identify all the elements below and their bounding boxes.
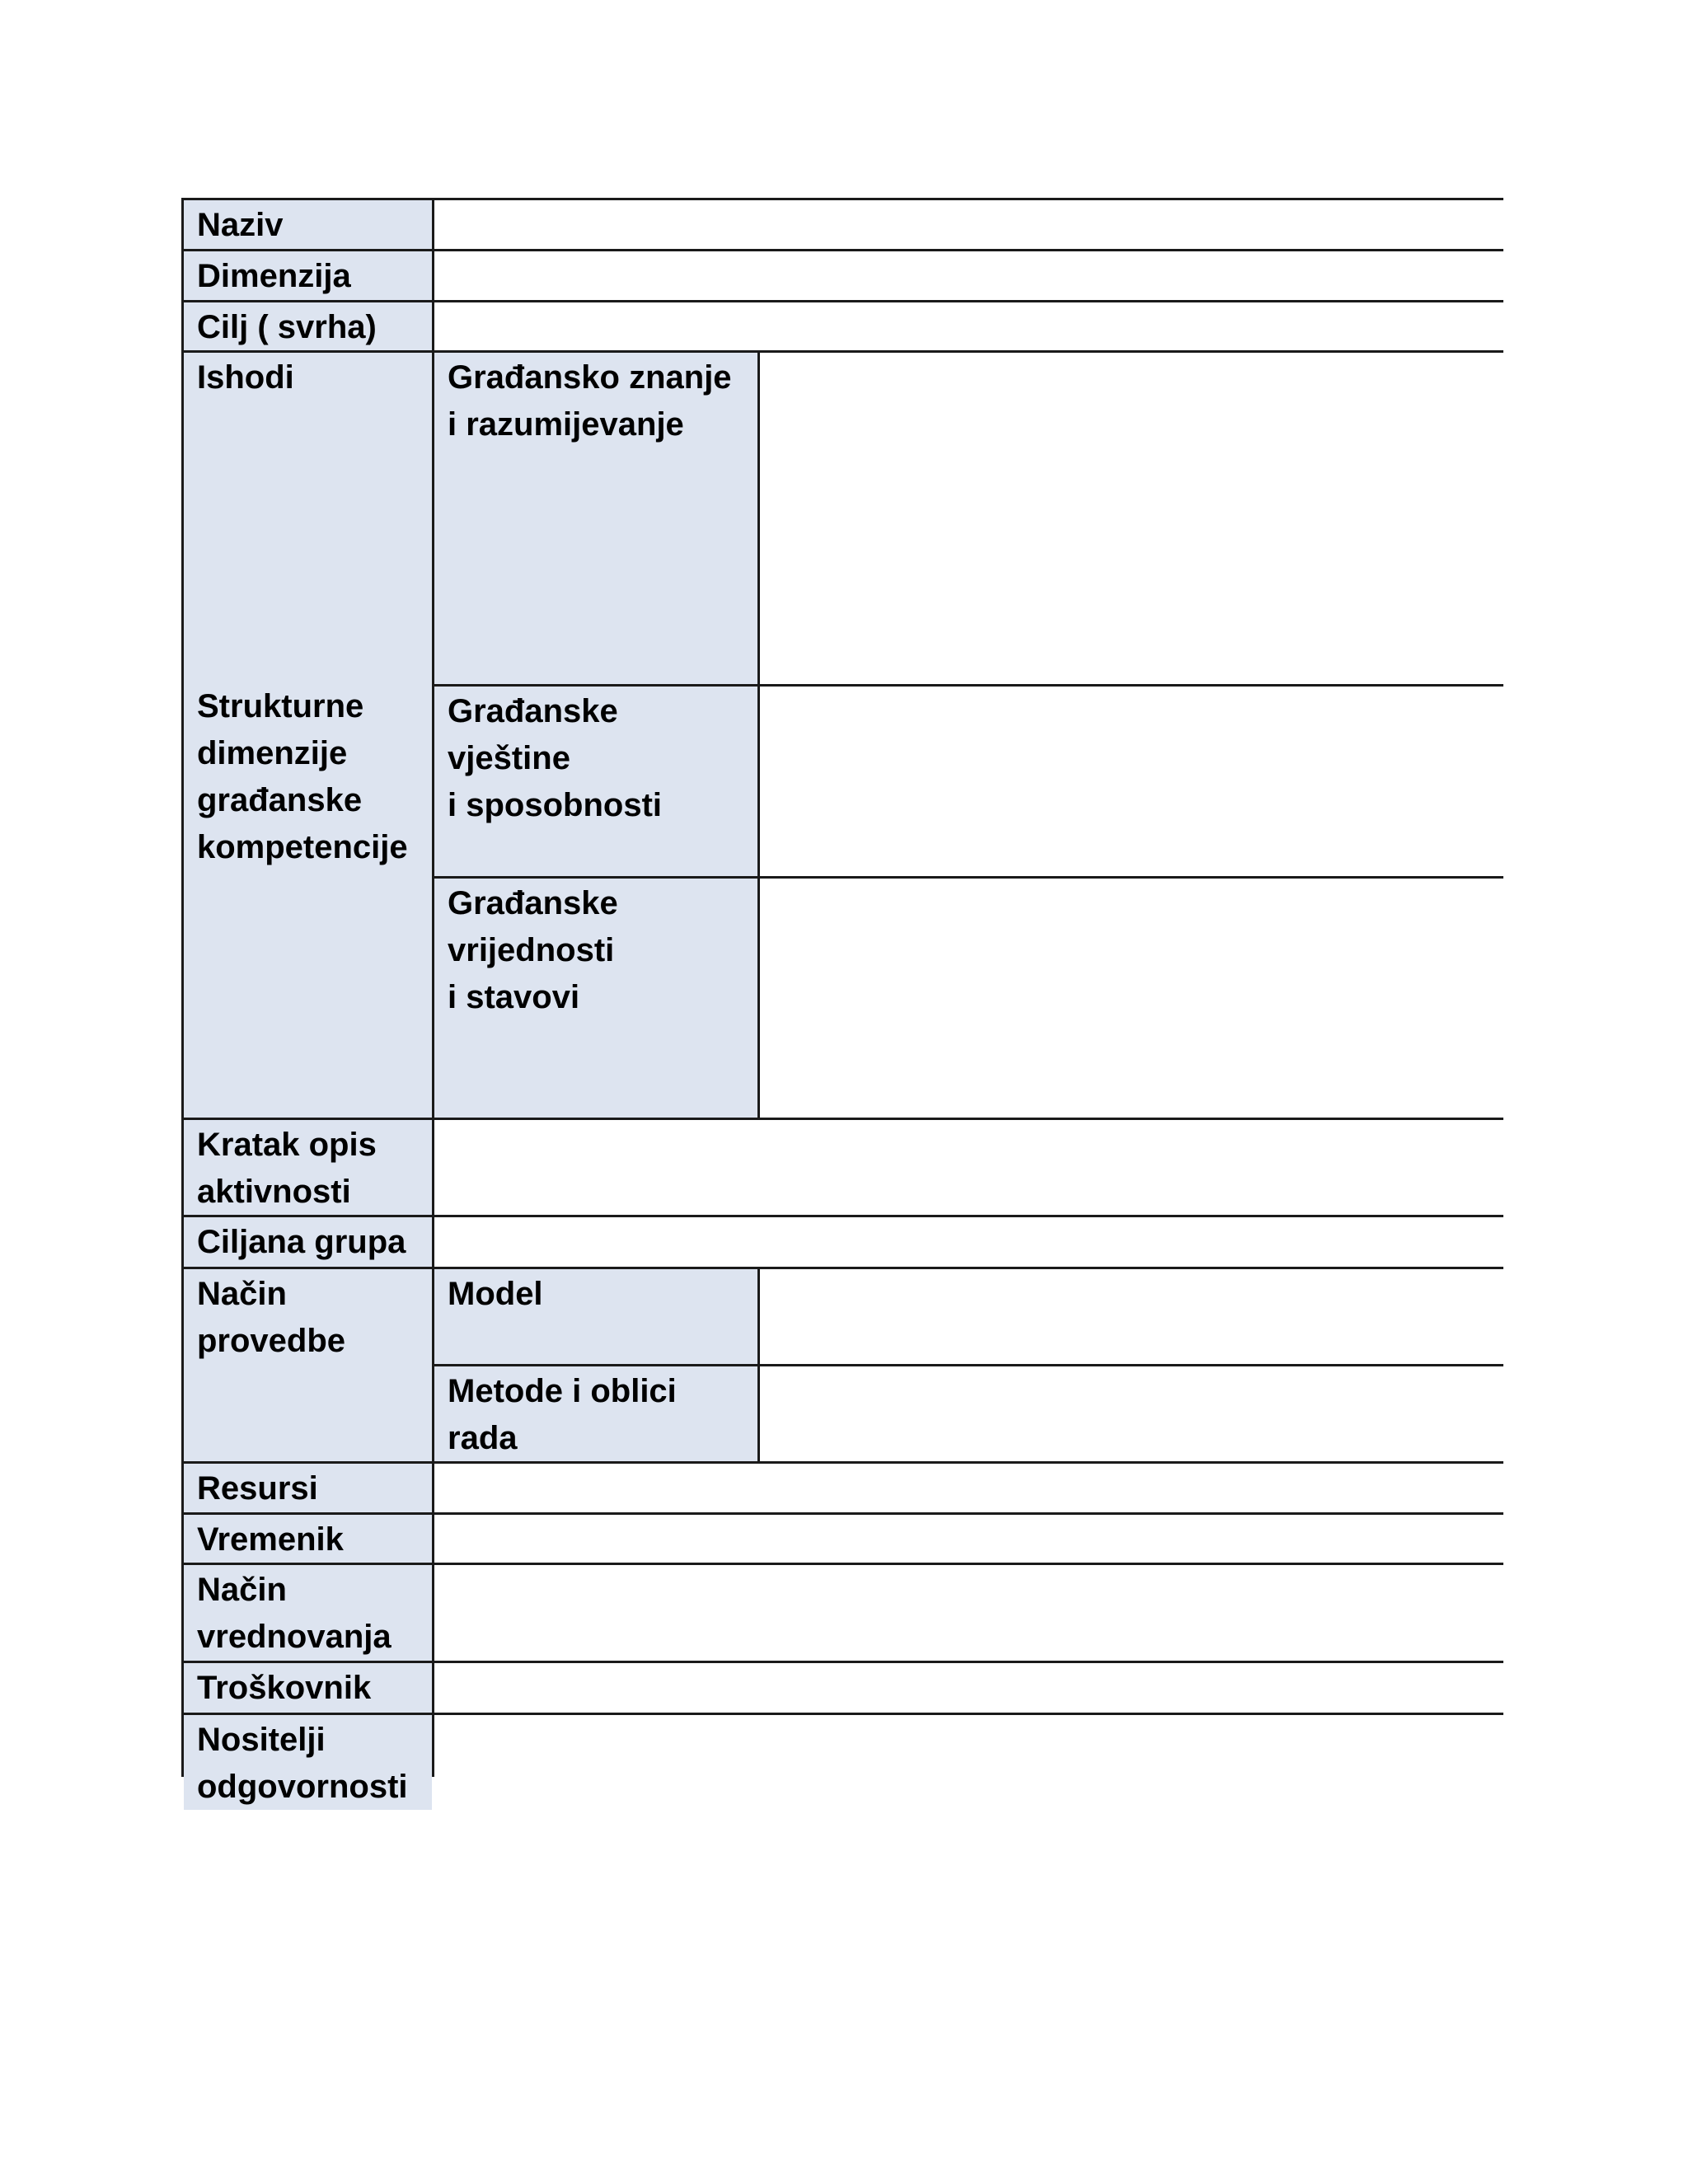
field-ciljana-grupa[interactable] — [434, 1217, 1511, 1267]
label-vremenik: Vremenik — [184, 1515, 432, 1563]
label-nacin-provedbe: Način provedbe — [184, 1269, 432, 1461]
field-gradanske-vjestine[interactable] — [760, 687, 1511, 876]
label-cilj: Cilj ( svrha) — [184, 302, 432, 350]
activity-form-table — [181, 198, 1503, 1805]
label-gradansko-znanje: Građansko znanje i razumijevanje — [434, 353, 757, 684]
label-kratak-opis: Kratak opis aktivnosti — [184, 1120, 432, 1215]
field-nositelji-odgovornosti[interactable] — [434, 1715, 1511, 1810]
field-troskovnik[interactable] — [434, 1663, 1511, 1713]
field-gradanske-vrijednosti[interactable] — [760, 879, 1511, 1118]
label-nositelji-odgovornosti: Nositelji odgovornosti — [184, 1715, 432, 1810]
label-naziv: Naziv — [184, 200, 432, 249]
field-kratak-opis[interactable] — [434, 1120, 1511, 1215]
field-naziv[interactable] — [434, 200, 1511, 249]
label-gradanske-vjestine: Građanske vještine i sposobnosti — [434, 687, 757, 876]
label-ishodi-group — [184, 353, 432, 1118]
label-ishodi: Ishodi — [197, 359, 294, 396]
field-model[interactable] — [760, 1269, 1511, 1364]
label-strukturne-dimenzije: Strukturne dimenzije građanske kompetencije — [197, 688, 408, 865]
field-metode-oblici-rada[interactable] — [760, 1366, 1511, 1461]
label-ciljana-grupa: Ciljana grupa — [184, 1217, 432, 1267]
label-model: Model — [434, 1269, 757, 1364]
label-resursi: Resursi — [184, 1464, 432, 1512]
field-gradansko-znanje[interactable] — [760, 353, 1511, 684]
label-gradanske-vrijednosti: Građanske vrijednosti i stavovi — [434, 879, 757, 1118]
label-nacin-vrednovanja: Način vrednovanja — [184, 1565, 432, 1661]
field-cilj[interactable] — [434, 302, 1511, 350]
label-metode-oblici-rada: Metode i oblici rada — [434, 1366, 757, 1461]
field-nacin-vrednovanja[interactable] — [434, 1565, 1511, 1661]
label-troskovnik: Troškovnik — [184, 1663, 432, 1713]
field-dimenzija[interactable] — [434, 251, 1511, 300]
field-resursi[interactable] — [434, 1464, 1511, 1512]
field-vremenik[interactable] — [434, 1515, 1511, 1563]
label-dimenzija: Dimenzija — [184, 251, 432, 300]
